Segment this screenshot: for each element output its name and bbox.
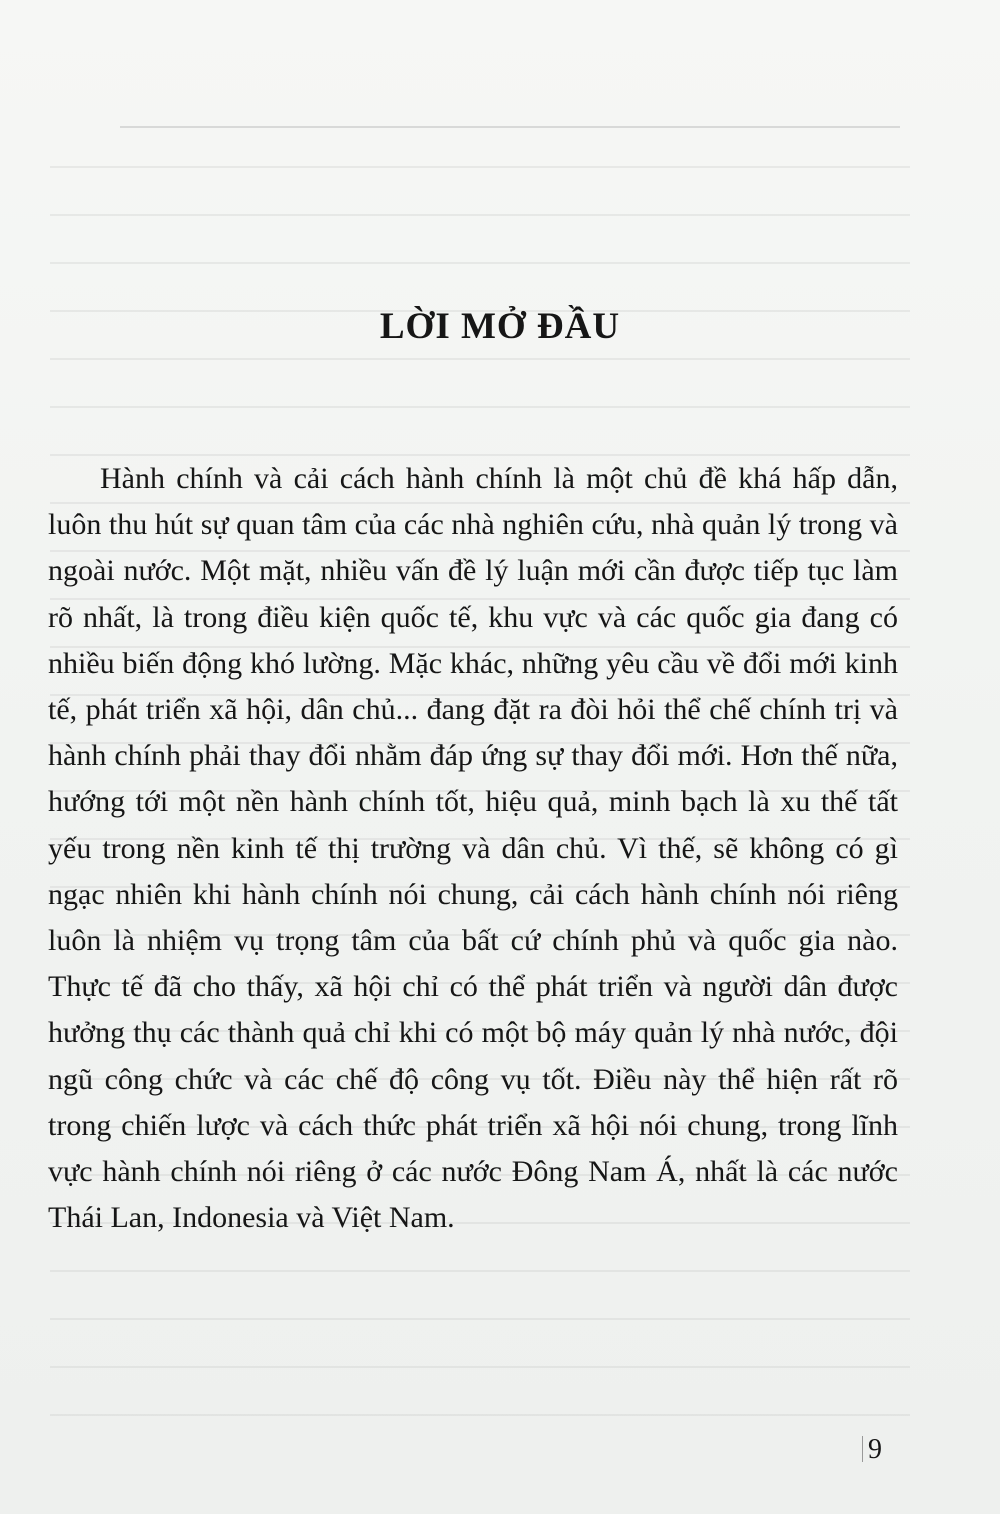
page-number: 9 bbox=[868, 1434, 882, 1465]
bleed-through-header-rule bbox=[120, 126, 900, 128]
chapter-title: LỜI MỞ ĐẦU bbox=[379, 306, 621, 347]
body-paragraph: Hành chính và cải cách hành chính là một chủ đề khá hấp dẫn, luôn thu hút sự quan tâm của các nhà nghiên cứu, nhà quản lý trong và ngoài nước. Một mặt, nhiều vấn đề lý luận mới cần được tiếp tục làm rõ nhất, là trong điều kiện quốc tế, khu vực và các quốc gia đang có nhiều biến động khó lường. Mặc khác, những yêu cầu về đổi mới kinh tế, phát triển xã hội, dân chủ... đang đặt ra đòi hỏi thể chế chính trị và hành chính phải thay đổi nhằm đáp ứng sự thay đổi mới. Hơn thế nữa, hướng tới một nền hành chính tốt, hiệu quả, minh bạch là xu thế tất yếu trong nền kinh tế thị trường và dân chủ. Vì thế, sẽ không có gì ngạc nhiên khi hành chính nói chung, cải cách hành chính nói riêng luôn là nhiệm vụ trọng tâm của bất cứ chính phủ và quốc gia nào. Thực tế đã cho thấy, xã hội chỉ có thể phát triển và người dân được hưởng thụ các thành quả chỉ khi có một bộ máy quản lý nhà nước, đội ngũ công chức và các chế độ công vụ tốt. Điều này thể hiện rất rõ trong chiến lược và cách thức phát triển xã hội nói chung, trong lĩnh vực hành chính nói riêng ở các nước Đông Nam Á, nhất là các nước Thái Lan, Indonesia và Việt Nam. bbox=[48, 462, 898, 1235]
page-number-divider bbox=[862, 1436, 863, 1462]
